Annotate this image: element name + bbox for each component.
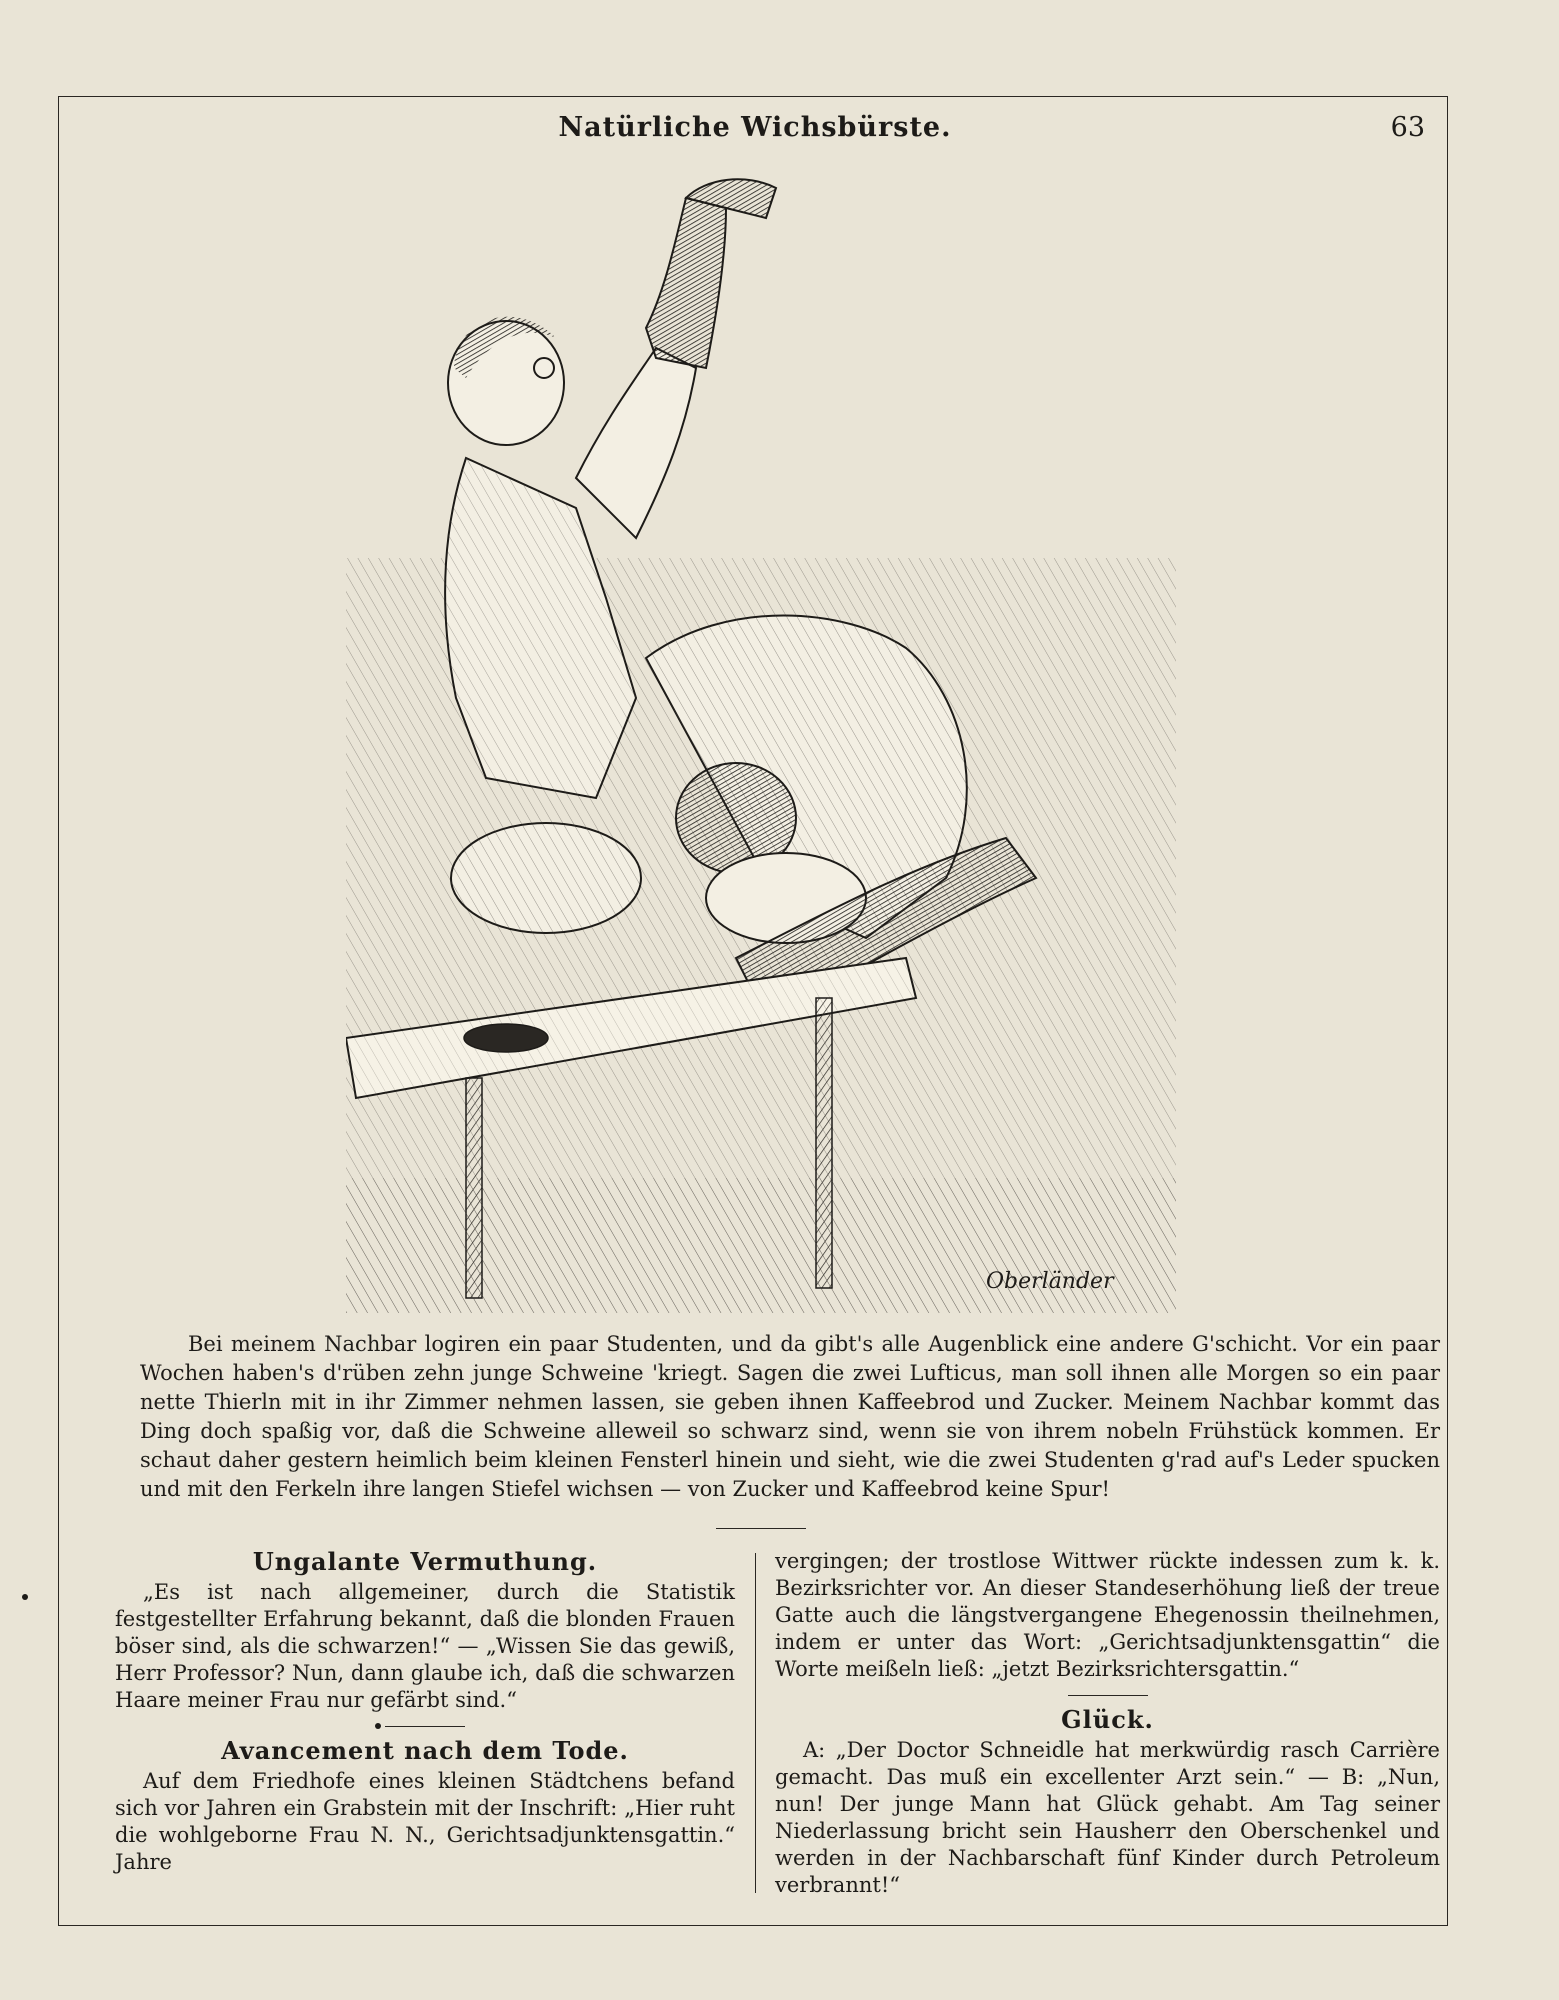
engraving-illustration — [346, 178, 1176, 1313]
main-story — [140, 1330, 1440, 1504]
section-text-avancement: Auf dem Friedhofe eines kleinen Städtchens befand sich vor Jahren ein Grabstein mit der Inschrift: „Hier ruht die wohlgeborne Frau N. N., Gerichtsadjunktensgattin.“ Jahre — [115, 1769, 735, 1874]
section-divider — [1068, 1695, 1148, 1696]
story-paragraph: Bei meinem Nachbar logiren ein paar Studenten, und da gibt's alle Augenblick eine andere G'schicht. Vor ein paar Wochen haben's d'rüben zehn junge Schweine 'kriegt. Sagen die zwei Lufticus, man soll ihnen alle Morgen so ein paar nette Thierln mit in ihr Zimmer nehmen lassen, sie geben ihnen Kaffeebrod und Zucker. Meinem Nachbar kommt das Ding doch spaßig vor, daß die Schweine alleweil so schwarz sind, wenn sie von ihrem nobeln Frühstück kommen. Er schaut daher gestern heimlich beim kleinen Fensterl hinein und sieht, wie die zwei Studenten g'rad auf's Leder spucken und mit den Ferkeln ihre langen Stiefel wichsen — von Zucker und Kaffeebrod keine Spur! — [140, 1332, 1440, 1501]
illustration-signature: Oberländer — [986, 1269, 1114, 1294]
section-text-glueck: A: „Der Doctor Schneidle hat merkwürdig rasch Carrière gemacht. Das muß ein excellenter Arzt sein.“ — B: „Nun, nun! Der junge Mann hat Glück gehabt. Am Tag seiner Niederlassung bricht sein Hausherr den Oberschenkel und werden in der Nachbarschaft fünf Kinder durch Petroleum verbrannt!“ — [775, 1738, 1440, 1897]
continuation-text: vergingen; der trostlose Wittwer rückte indessen zum k. k. Bezirksrichter vor. An dieser Standeserhöhung ließ der treue Gatte auch die längstvergangene Ehegenossin theilnehmen, indem er unter das Wort: „Gerichtsadjunktensgattin“ die Worte meißeln ließ: „jetzt Bezirksrichtersgattin.“ — [775, 1549, 1440, 1681]
section-text-ungalante: „Es ist nach allgemeiner, durch die Statistik festgestellter Erfahrung bekannt, daß die blonden Frauen böser sind, als die schwarzen!“ — „Wissen Sie das gewiß, Herr Professor? Nun, dann glaube ich, daß die schwarzen Haare meiner Frau nur gefärbt sind.“ — [115, 1580, 735, 1712]
margin-mark — [22, 1594, 28, 1600]
illustration-svg — [346, 178, 1176, 1313]
section-title-avancement: Avancement nach dem Tode. — [221, 1736, 629, 1765]
section-title-glueck: Glück. — [1061, 1705, 1154, 1734]
section-divider — [385, 1726, 465, 1727]
divider-rule — [716, 1528, 806, 1529]
right-column — [775, 1548, 1440, 1899]
page-header — [60, 112, 1450, 156]
column-rule — [755, 1553, 756, 1893]
left-column — [115, 1548, 735, 1876]
section-title-ungalante: Ungalante Vermuthung. — [252, 1547, 598, 1576]
page-number: 63 — [1390, 112, 1425, 143]
page-title: Natürliche Wichsbürste. — [558, 112, 952, 143]
